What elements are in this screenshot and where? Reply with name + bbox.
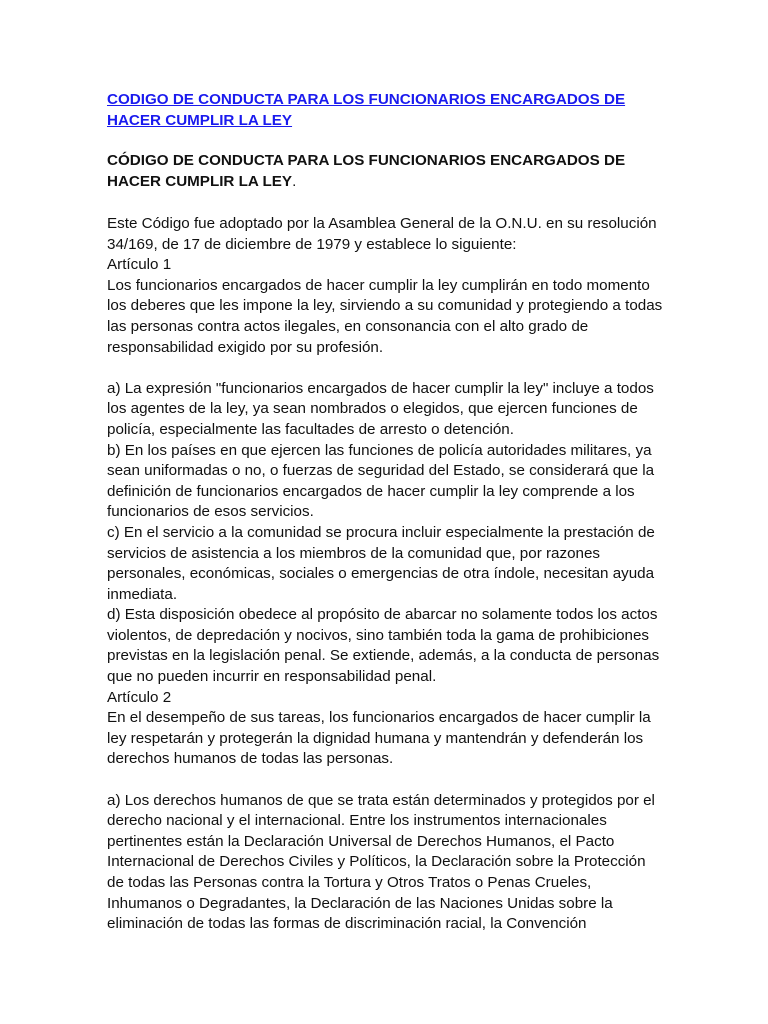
body-line: a) Los derechos humanos de que se trata están determinados y protegidos por el [107, 791, 655, 809]
title-link-line-1[interactable]: CODIGO DE CONDUCTA PARA LOS FUNCIONARIOS ENCARGADOS DE [107, 91, 626, 108]
body-line: previstas en la legislación penal. Se extiende, además, a la conducta de personas [107, 647, 660, 665]
body-line: b) En los países en que ejercen las funciones de policía autoridades militares, ya [107, 441, 652, 459]
body-line: responsabilidad exigido por su profesión. [107, 338, 384, 356]
document-page [107, 90, 667, 935]
body-line: derechos humanos de todas las personas. [107, 750, 394, 768]
document-title-link[interactable] [107, 90, 667, 131]
body-line: derecho nacional y el internacional. Entre los instrumentos internacionales [107, 812, 607, 830]
body-line: funcionarios de esos servicios. [107, 503, 314, 521]
body-line: que no pueden incurrir en responsabilidad penal. [107, 668, 437, 686]
body-line: definición de funcionarios encargados de hacer cumplir la ley comprende a los [107, 482, 635, 500]
document-body [107, 214, 667, 935]
heading-line-1: CÓDIGO DE CONDUCTA PARA LOS FUNCIONARIOS ENCARGADOS DE [107, 152, 626, 169]
body-line: las personas contra actos ilegales, en consonancia con el alto grado de [107, 317, 589, 335]
body-line: Los funcionarios encargados de hacer cumplir la ley cumplirán en todo momento [107, 276, 650, 294]
body-line: pertinentes están la Declaración Universal de Derechos Humanos, el Pacto [107, 832, 615, 850]
body-line: Inhumanos o Degradantes, la Declaración de las Naciones Unidas sobre la [107, 894, 613, 912]
body-line: c) En el servicio a la comunidad se procura incluir especialmente la prestación de [107, 523, 655, 541]
document-heading [107, 151, 667, 192]
heading-line-2-tail: . [292, 172, 297, 190]
article-2-title: Artículo 2 [107, 688, 172, 706]
body-line: inmediata. [107, 585, 178, 603]
paragraph-gap [107, 358, 667, 379]
body-line: eliminación de todas las formas de discriminación racial, la Convención [107, 915, 587, 933]
body-line: En el desempeño de sus tareas, los funcionarios encargados de hacer cumplir la [107, 709, 651, 727]
body-line: a) La expresión "funcionarios encargados de hacer cumplir la ley" incluye a todos [107, 379, 654, 397]
body-line: los deberes que les impone la ley, sirviendo a su comunidad y protegiendo a todas [107, 297, 663, 315]
body-line: Este Código fue adoptado por la Asamblea General de la O.N.U. en su resolución [107, 215, 657, 232]
body-line: 34/169, de 17 de diciembre de 1979 y establece lo siguiente: [107, 235, 517, 253]
body-line: Internacional de Derechos Civiles y Políticos, la Declaración sobre la Protección [107, 853, 646, 871]
body-line: los agentes de la ley, ya sean nombrados o elegidos, que ejercen funciones de [107, 400, 638, 418]
body-line: policía, especialmente las facultades de arresto o detención. [107, 420, 514, 438]
title-link-line-2[interactable]: HACER CUMPLIR LA LEY [107, 111, 293, 129]
body-line: de todas las Personas contra la Tortura y Otros Tratos o Penas Crueles, [107, 874, 592, 891]
body-line: violentos, de depredación y nocivos, sino también toda la gama de prohibiciones [107, 626, 650, 644]
body-line: d) Esta disposición obedece al propósito de abarcar no solamente todos los actos [107, 606, 658, 624]
body-line: servicios de asistencia a los miembros de la comunidad que, por razones [107, 544, 601, 562]
article-1-title: Artículo 1 [107, 256, 172, 274]
body-line: personales, económicas, sociales o emergencias de otra índole, necesitan ayuda [107, 565, 655, 583]
paragraph-gap [107, 770, 667, 791]
body-line: ley respetarán y protegerán la dignidad humana y mantendrán y defenderán los [107, 729, 644, 747]
body-line: sean uniformadas o no, o fuerzas de seguridad del Estado, se considerará que la [107, 462, 655, 480]
heading-line-2: HACER CUMPLIR LA LEY [107, 172, 293, 190]
